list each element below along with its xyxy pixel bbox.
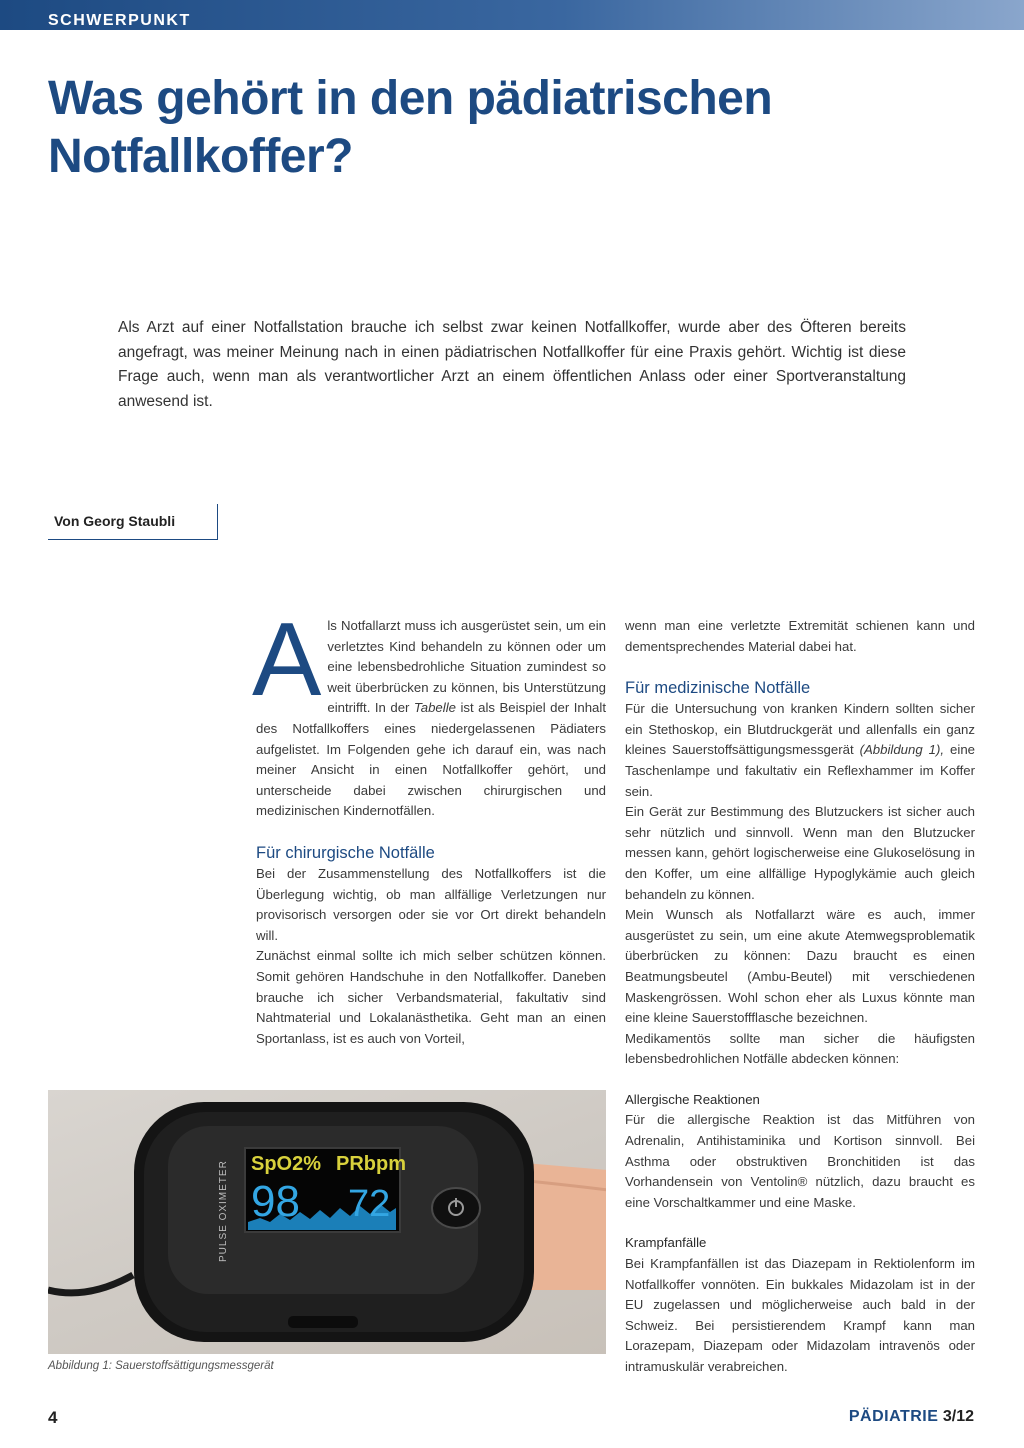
intro-text-start: ls Notfallarzt muss ich ausgerüstet sein, um ein verletztes Kind behandeln zu können oder um eine lebensbedrohliche Situation zumindest so weit überbrücken zu können, bis Unterstützung eintrifft. In der: [327, 618, 606, 716]
allergic-reactions-paragraph: Für die allergische Reaktion ist das Mitführen von Adrenalin, Antihistaminika und Kortison sinnvoll. Bei Asthma oder obstruktiven Bronchitiden ist das Vorhandensein von Ventolin® nützlich, dazu braucht es eine Vorschaltkammer und eine Maske.: [625, 1112, 975, 1210]
byline-box: [48, 504, 218, 540]
spo2-label: SpO2%: [251, 1153, 322, 1175]
article-title: Was gehört in den pädiatrischen Notfallkoffer?: [48, 72, 773, 183]
medical-p1-end: eine Taschenlampe und fakultativ ein Reflexhammer im Koffer sein.: [625, 742, 975, 799]
subheading-allergic-reactions: Allergische Reaktionen: [625, 1091, 760, 1107]
page-number: 4: [48, 1408, 58, 1427]
intro-paragraph: [252, 602, 606, 822]
journal-footer: [849, 1408, 974, 1426]
pulse-oximeter-illustration: [48, 1090, 606, 1354]
pulse-oximeter-photo: [48, 1090, 606, 1354]
drop-cap: A: [252, 602, 322, 718]
pulse-rate-reading: 72: [348, 1183, 391, 1225]
medical-p1-start: Für die Untersuchung von kranken Kindern sollten sicher ein Stethoskop, ein Blutdruckgerät und allenfalls ein ganz kleines Sauerstoffsättigungsmessgerät: [625, 701, 975, 758]
section-header-bar: [0, 0, 1024, 30]
text-column-right: [625, 616, 975, 1378]
figure-caption: Abbildung 1: Sauerstoffsättigungsmessgerät: [48, 1360, 274, 1372]
surgical-paragraph-1: Bei der Zusammenstellung des Notfallkoffers ist die Überlegung wichtig, ob man allfällige Verletzungen nur provisorisch versorgen oder sie vor Ort direkt behandeln will.: [256, 865, 606, 943]
journal-issue: 3/12: [942, 1408, 974, 1425]
medical-paragraph-4: Medikamentös sollte man sicher die häufigsten lebensbedrohlichen Notfälle abdecken können:: [625, 1030, 975, 1067]
journal-name: PÄDIATRIE: [848, 1408, 939, 1425]
heading-surgical-emergencies: Für chirurgische Notfälle: [256, 843, 435, 862]
intro-table-reference: Tabelle: [413, 700, 456, 716]
pulse-rate-label: PRbpm: [336, 1153, 406, 1175]
surgical-paragraph-2: Zunächst einmal sollte ich mich selber schützen können. Somit gehören Handschuhe in den Notfallkoffer. Daneben brauche ich sicher Verbandsmaterial, fakultativ sind Nahtmaterial und Lokalanästhetika. Geht man an einen Sportanlass, ist es auch von Vorteil,: [256, 948, 606, 1046]
article-lead: Als Arzt auf einer Notfallstation brauche ich selbst zwar keinen Notfallkoffer, wurde aber des Öfteren bereits angefragt, was meiner Meinung nach in einen pädiatrischen Notfallkoffer für eine Praxis gehört. Wichtig ist diese Frage auch, wenn man als verantwortlicher Arzt an einem öffentlichen Anlass oder einer Sportveranstaltung anwesend ist.: [118, 319, 906, 410]
author-byline: Von Georg Staubli: [54, 513, 176, 529]
seizures-paragraph: Bei Krampfanfällen ist das Diazepam in Rektiolenform im Notfallkoffer vonnöten. Ein bukkales Midazolam ist in der EU zugelassen und möglicherweise auch bald in der Schweiz. Bei persistierendem Krampf kann man Lorazepam, Diazepam oder Midazolam intravenös oder intramuskulär verabreichen.: [625, 1256, 975, 1374]
power-icon: [432, 1188, 480, 1228]
medical-paragraph-1: [625, 699, 975, 802]
section-label: SCHWERPUNKT: [48, 12, 191, 29]
device-label: PULSE OXIMETER: [218, 1160, 229, 1262]
medical-paragraph-2: Ein Gerät zur Bestimmung des Blutzuckers ist sicher auch sehr nützlich und sinnvoll. Wenn man den Blutzucker messen kann, gehört logischerweise eine Glukoselösung in den Koffer, um eine allfällige Hypoglykämie auch gleich behandeln zu können.: [625, 804, 975, 902]
subheading-seizures: Krampfanfälle: [625, 1235, 707, 1251]
figure-reference: (Abbildung 1),: [859, 742, 945, 758]
text-column-left: [252, 602, 606, 1049]
heading-medical-emergencies: Für medizinische Notfälle: [625, 679, 811, 698]
medical-paragraph-3: Mein Wunsch als Notfallarzt wäre es auch, immer ausgerüstet zu sein, um eine akute Atemwegsproblematik überbrücken zu können: Dazu braucht es einen Beatmungsbeutel (Ambu-Beutel) mit verschiedenen Maskengrössen. Wohl schon eher als Luxus könnte man eine kleine Sauerstoffflasche bezeichnen.: [625, 907, 975, 1026]
surgical-paragraph-continued: wenn man eine verletzte Extremität schienen kann und dementsprechendes Material dabei hat.: [625, 618, 975, 654]
intro-text-end: ist als Beispiel der Inhalt des Notfallkoffers eines niedergelassenen Pädiaters aufgelistet. Im Folgenden gehe ich darauf ein, was nach meiner Ansicht in einen Notfallkoffer gehört, und unterscheide dabei zwischen chirurgischen und medizinischen Kindernotfällen.: [256, 700, 606, 819]
spo2-reading: 98: [251, 1177, 300, 1226]
